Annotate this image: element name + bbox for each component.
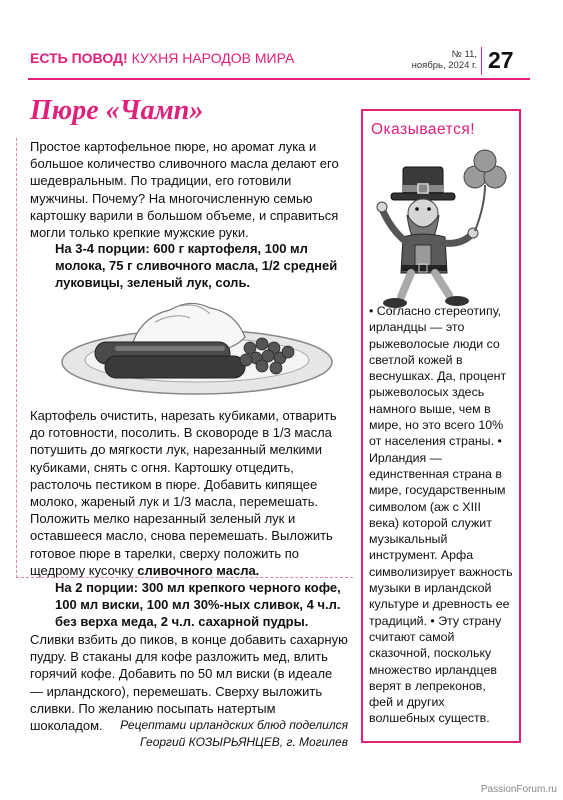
section-name: ЕСТЬ ПОВОД! <box>30 50 128 66</box>
subsection-name: КУХНЯ НАРОДОВ МИРА <box>131 50 295 66</box>
coffee-method: Сливки взбить до пиков, в конце добавить сахарную пудру. В стаканы для кофе разложить мед, влить горячий кофе. Добавить по 50 мл виски (в идеале — ирландского), перемешать. Сверху выложить сливки. По желанию посыпать натертым шоколадом. <box>30 632 348 734</box>
recipe-ingredients: На 3-4 порции: 600 г картофеля, 100 мл молока, 75 г сливочного масла, 1/2 средней луковицы, зеленый лук, соль. <box>55 241 338 291</box>
recipe-title: Пюре «Чамп» <box>30 95 204 126</box>
credit-line: Рецептами ирландских блюд поделился <box>120 718 348 732</box>
coffee-ingredients: На 2 порции: 300 мл крепкого черного кофе, 100 мл виски, 100 мл 30%-ных сливок, 4 ч.л. без верха меда, 2 ч.л. сахарной пудры. <box>55 580 341 630</box>
header-rule <box>28 78 530 80</box>
watermark: PassionForum.ru <box>480 784 557 795</box>
dashed-border-bottom <box>16 577 353 578</box>
recipe-method-bold: сливочного масла. <box>137 562 260 578</box>
recipe-method-text: Картофель очистить, нарезать кубиками, отварить до готовности, посолить. В сковороде в 1/3 масла потушить до мягкости лук, нарезанный мелкими кубиками, снять с огня. Картошку отцедить, растолочь пестиком в пюре. Добавить кипящее молоко, жареный лук и 1/3 масла, перемешать. Положить мелко нарезанный зеленый лук и оставшееся масло, снова перемешать. Выложить готовое пюре в тарелки, сверху положить по щедрому кусочку <box>30 408 337 578</box>
issue-number: № 11, <box>451 49 477 60</box>
section-header <box>30 50 294 66</box>
issue-info <box>405 49 477 71</box>
dashed-border-left <box>16 138 17 578</box>
header-divider <box>481 47 482 75</box>
recipe-method <box>30 407 348 579</box>
mashed-potato-sausage-plate-icon <box>60 292 335 400</box>
fact-sidebar <box>361 109 521 743</box>
sidebar-facts: • Согласно стереотипу, ирландцы — это рыжеволосые люди со светлой кожей в веснушках. Да, процент рыжеволосых здесь намного выше, чем в мире, но это всего 10% от населения страны. • Ирландия — единственная страна в мире, государственным символом (аж с XIII века) которой служит музыкальный инструмент. Арфа символизирует важность музыки в ирландской культуре и древность ее традиций. • Эту страну считают самой сказочной, поскольку множество ирландцев верят в лепреконов, фей и других волшебных существ. <box>369 304 513 726</box>
page-number: 27 <box>488 47 514 73</box>
recipe-intro: Простое картофельное пюре, но аромат лука и большое количество сливочного масла делают его шедевральным. По традиции, его готовили мужчины. Почему? На многочисленную семью картошку варили в большом объеме, и справиться могли только крепкие мужские руки. <box>30 139 339 241</box>
sidebar-title: Оказывается! <box>371 121 476 138</box>
issue-date: ноябрь, 2024 г. <box>411 60 477 71</box>
leprechaun-with-shamrock-icon <box>367 145 515 317</box>
credit-author: Георгий КОЗЫРЬЯНЦЕВ, г. Могилев <box>140 735 348 749</box>
